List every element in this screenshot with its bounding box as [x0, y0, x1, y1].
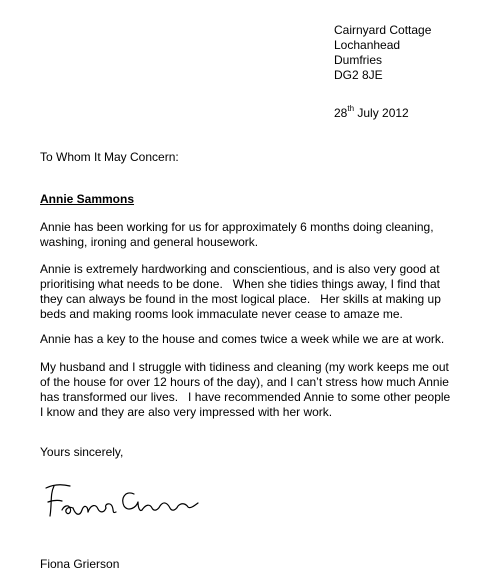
paragraph-line: beds and making rooms look immaculate never cease to amaze me. [40, 307, 403, 321]
paragraph-line: Annie has been working for us for approximately 6 months doing cleaning, [40, 220, 434, 234]
paragraph-key [40, 332, 480, 347]
date-day: 28 [334, 106, 348, 120]
paragraph-line: of the house for over 12 hours of the day), and I can’t stress how much Annie [40, 375, 449, 389]
paragraph-recommendation [40, 360, 480, 420]
paragraph-qualities [40, 262, 480, 322]
paragraph-line: washing, ironing and general housework. [40, 235, 259, 249]
signer-name: Fiona Grierson [40, 557, 120, 571]
address-line: Dumfries [334, 53, 383, 67]
paragraph-line: Annie has a key to the house and comes twice a week while we are at work. [40, 332, 445, 346]
letter-date [334, 106, 409, 121]
subject-heading: Annie Sammons [40, 192, 135, 206]
paragraph-line: prioritising what needs to be done. When she tidies things away, I find that [40, 277, 441, 291]
closing: Yours sincerely, [40, 445, 124, 459]
paragraph-line: they can always be found in the most logical place. Her skills at making up [40, 292, 441, 306]
address-line: Lochanhead [334, 38, 401, 52]
paragraph-line: Annie is extremely hardworking and conscientious, and is also very good at [40, 262, 440, 276]
handwritten-signature [38, 476, 208, 526]
date-month-year: July 2012 [354, 106, 409, 120]
paragraph-employment [40, 220, 480, 250]
address-line: Cairnyard Cottage [334, 23, 432, 37]
paragraph-line: My husband and I struggle with tidiness and cleaning (my work keeps me out [40, 360, 449, 374]
date-suffix: th [347, 104, 355, 113]
paragraph-line: has transformed our lives. I have recommended Annie to some other people [40, 390, 451, 404]
sender-address [334, 23, 431, 83]
address-line: DG2 8JE [334, 68, 383, 82]
paragraph-line: I know and they are also very impressed with her work. [40, 405, 333, 419]
salutation: To Whom It May Concern: [40, 150, 179, 164]
